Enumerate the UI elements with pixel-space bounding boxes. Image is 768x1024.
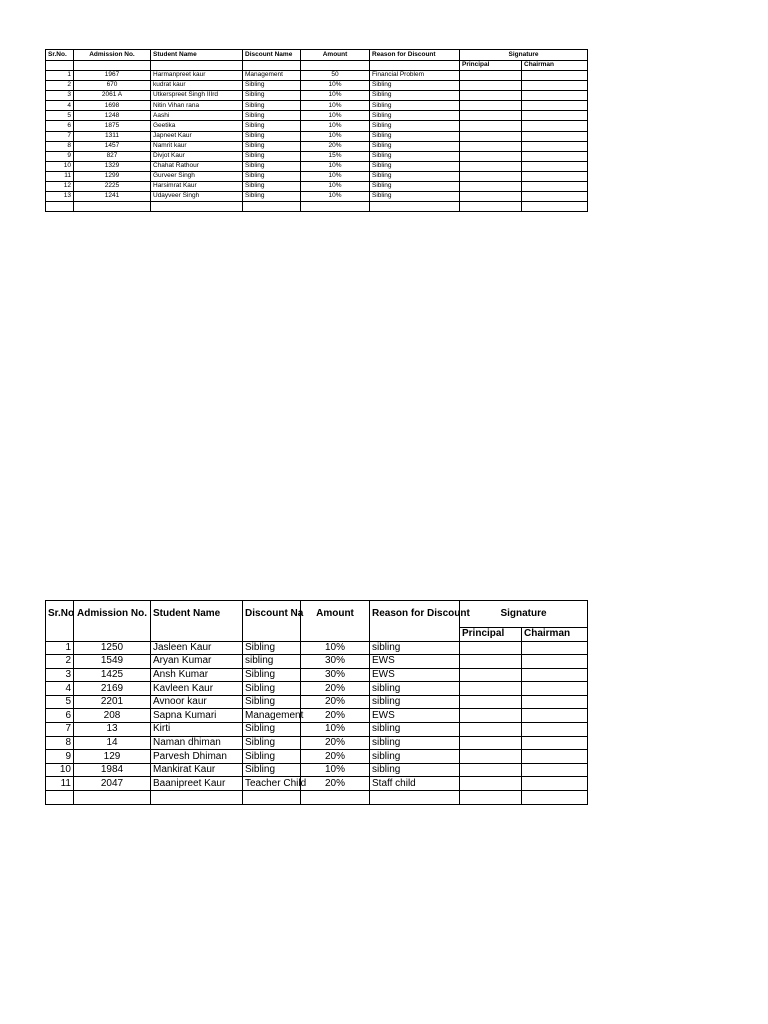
table-row [46,141,588,151]
principal-signature-cell [460,101,522,111]
chairman-signature-cell [522,641,588,655]
principal-signature-cell [460,81,522,91]
table-row [46,71,588,81]
sr-no-cell: 4 [46,682,74,696]
admission-no-cell: 1425 [74,668,151,682]
table-row [46,668,588,682]
amount-cell: 15% [301,151,370,161]
header-signature: Signature [460,50,588,61]
amount-cell: 10% [301,161,370,171]
principal-signature-cell [460,668,522,682]
principal-signature-cell [460,161,522,171]
admission-no-cell: 129 [74,750,151,764]
student-name-cell: Kirti [151,723,243,737]
admission-no-cell: 1250 [74,641,151,655]
student-name-cell: Harmanpreet kaur [151,71,243,81]
admission-no-cell: 2061 A [74,91,151,101]
amount-cell: 10% [301,121,370,131]
admission-no-cell: 1457 [74,141,151,151]
table-row [46,192,588,202]
reason-cell: Sibling [370,81,460,91]
chairman-signature-cell [522,71,588,81]
admission-no-cell: 1241 [74,192,151,202]
chairman-signature-cell [522,161,588,171]
sr-no-cell: 9 [46,151,74,161]
reason-cell: Sibling [370,171,460,181]
admission-no-cell: 1967 [74,71,151,81]
discount-table-2 [45,600,588,805]
student-name-cell: Naman dhiman [151,736,243,750]
student-name-cell: Harsimrat Kaur [151,182,243,192]
chairman-signature-cell [522,131,588,141]
sr-no-cell: 2 [46,655,74,669]
reason-cell: Sibling [370,91,460,101]
amount-cell: 20% [301,777,370,791]
chairman-signature-cell [522,695,588,709]
header-chairman: Chairman [522,628,588,642]
sr-no-cell: 13 [46,192,74,202]
admission-no-cell: 2047 [74,777,151,791]
sr-no-cell: 8 [46,141,74,151]
subheader-row [46,60,588,71]
student-name-cell: Chahat Rathour [151,161,243,171]
admission-no-cell: 827 [74,151,151,161]
student-name-cell: Jasleen Kaur [151,641,243,655]
sr-no-cell: 1 [46,641,74,655]
amount-cell: 30% [301,655,370,669]
sr-no-cell: 10 [46,161,74,171]
chairman-signature-cell [522,777,588,791]
principal-signature-cell [460,171,522,181]
table-row [46,682,588,696]
discount-name-cell: sibling [243,655,301,669]
chairman-signature-cell [522,723,588,737]
discount-name-cell: Sibling [243,131,301,141]
discount-name-cell: Sibling [243,151,301,161]
discount-name-cell: Sibling [243,161,301,171]
chairman-signature-cell [522,736,588,750]
reason-cell: Sibling [370,121,460,131]
chairman-signature-cell [522,91,588,101]
chairman-signature-cell [522,192,588,202]
table-row [46,750,588,764]
header-row [46,50,588,61]
principal-signature-cell [460,192,522,202]
discount-name-cell: Management [243,709,301,723]
chairman-signature-cell [522,709,588,723]
principal-signature-cell [460,736,522,750]
table-row [46,111,588,121]
admission-no-cell: 2169 [74,682,151,696]
header-principal: Principal [460,60,522,71]
table-row [46,121,588,131]
admission-no-cell: 1299 [74,171,151,181]
table-row [46,736,588,750]
student-name-cell: Geetika [151,121,243,131]
header-row [46,601,588,628]
amount-cell: 30% [301,668,370,682]
discount-name-cell: Teacher Child [243,777,301,791]
discount-table-1 [45,49,588,212]
reason-cell: EWS [370,668,460,682]
sr-no-cell: 12 [46,182,74,192]
student-name-cell: kudrat kaur [151,81,243,91]
amount-cell: 20% [301,709,370,723]
admission-no-cell: 670 [74,81,151,91]
amount-cell: 50 [301,71,370,81]
header-principal: Principal [460,628,522,642]
sr-no-cell: 7 [46,723,74,737]
student-name-cell: Japneet Kaur [151,131,243,141]
discount-name-cell: Management [243,71,301,81]
header-amount: Amount [301,50,370,61]
discount-name-cell: Sibling [243,695,301,709]
reason-cell: Sibling [370,101,460,111]
empty-row [46,791,588,805]
student-name-cell: Gurveer Singh [151,171,243,181]
table-row [46,81,588,91]
student-name-cell: Kavleen Kaur [151,682,243,696]
principal-signature-cell [460,641,522,655]
chairman-signature-cell [522,141,588,151]
student-name-cell: Aryan Kumar [151,655,243,669]
sr-no-cell: 1 [46,71,74,81]
amount-cell: 20% [301,750,370,764]
amount-cell: 10% [301,763,370,777]
sr-no-cell: 2 [46,81,74,91]
reason-cell: Financial Problem [370,71,460,81]
discount-name-cell: Sibling [243,171,301,181]
principal-signature-cell [460,151,522,161]
header-sr-no: Sr.No. [46,50,74,61]
principal-signature-cell [460,682,522,696]
reason-cell: Staff child [370,777,460,791]
discount-name-cell: Sibling [243,141,301,151]
chairman-signature-cell [522,171,588,181]
header-amount: Amount [301,601,370,628]
principal-signature-cell [460,141,522,151]
amount-cell: 20% [301,682,370,696]
table-row [46,131,588,141]
reason-cell: sibling [370,750,460,764]
amount-cell: 10% [301,171,370,181]
chairman-signature-cell [522,182,588,192]
table-row [46,655,588,669]
reason-cell: sibling [370,736,460,750]
discount-name-cell: Sibling [243,763,301,777]
header-reason: Reason for Discount [370,50,460,61]
table-1-body [46,71,588,212]
amount-cell: 20% [301,695,370,709]
principal-signature-cell [460,182,522,192]
amount-cell: 10% [301,723,370,737]
principal-signature-cell [460,695,522,709]
amount-cell: 10% [301,192,370,202]
admission-no-cell: 2225 [74,182,151,192]
principal-signature-cell [460,763,522,777]
reason-cell: Sibling [370,111,460,121]
admission-no-cell: 1248 [74,111,151,121]
table-row [46,763,588,777]
principal-signature-cell [460,709,522,723]
table-row [46,182,588,192]
amount-cell: 10% [301,101,370,111]
header-signature: Signature [460,601,588,628]
chairman-signature-cell [522,151,588,161]
discount-name-cell: Sibling [243,182,301,192]
reason-cell: sibling [370,682,460,696]
admission-no-cell: 1311 [74,131,151,141]
admission-no-cell: 2201 [74,695,151,709]
table-row [46,709,588,723]
student-name-cell: Nitin Vihan rana [151,101,243,111]
reason-cell: sibling [370,723,460,737]
admission-no-cell: 1549 [74,655,151,669]
amount-cell: 10% [301,81,370,91]
amount-cell: 10% [301,641,370,655]
reason-cell: Sibling [370,192,460,202]
chairman-signature-cell [522,101,588,111]
reason-cell: Sibling [370,131,460,141]
sr-no-cell: 9 [46,750,74,764]
table-row [46,171,588,181]
header-student-name: Student Name [151,50,243,61]
reason-cell: Sibling [370,151,460,161]
discount-name-cell: Sibling [243,111,301,121]
header-discount-name: Discount Name [243,50,301,61]
student-name-cell: Namrit kaur [151,141,243,151]
discount-name-cell: Sibling [243,121,301,131]
student-name-cell: Aashi [151,111,243,121]
reason-cell: EWS [370,709,460,723]
student-name-cell: Avnoor kaur [151,695,243,709]
reason-cell: Sibling [370,161,460,171]
reason-cell: Sibling [370,141,460,151]
principal-signature-cell [460,131,522,141]
sr-no-cell: 10 [46,763,74,777]
admission-no-cell: 1329 [74,161,151,171]
chairman-signature-cell [522,763,588,777]
student-name-cell: Ansh Kumar [151,668,243,682]
admission-no-cell: 208 [74,709,151,723]
student-name-cell: Udayveer Singh [151,192,243,202]
header-discount-name: Discount Na [243,601,301,628]
header-admission-no: Admission No. [74,50,151,61]
table-2-body [46,641,588,804]
chairman-signature-cell [522,111,588,121]
student-name-cell: Divjot Kaur [151,151,243,161]
chairman-signature-cell [522,81,588,91]
header-chairman: Chairman [522,60,588,71]
discount-name-cell: Sibling [243,723,301,737]
reason-cell: sibling [370,641,460,655]
reason-cell: sibling [370,763,460,777]
empty-row [46,202,588,212]
header-reason: Reason for Discount [370,601,460,628]
chairman-signature-cell [522,121,588,131]
admission-no-cell: 1984 [74,763,151,777]
header-student-name: Student Name [151,601,243,628]
reason-cell: sibling [370,695,460,709]
table-row [46,777,588,791]
table-row [46,91,588,101]
sr-no-cell: 6 [46,121,74,131]
principal-signature-cell [460,111,522,121]
principal-signature-cell [460,723,522,737]
student-name-cell: Mankirat Kaur [151,763,243,777]
principal-signature-cell [460,91,522,101]
amount-cell: 20% [301,736,370,750]
admission-no-cell: 13 [74,723,151,737]
discount-name-cell: Sibling [243,682,301,696]
sr-no-cell: 11 [46,777,74,791]
sr-no-cell: 6 [46,709,74,723]
sr-no-cell: 4 [46,101,74,111]
principal-signature-cell [460,121,522,131]
sr-no-cell: 3 [46,91,74,101]
discount-name-cell: Sibling [243,641,301,655]
amount-cell: 10% [301,182,370,192]
subheader-row [46,628,588,642]
sr-no-cell: 11 [46,171,74,181]
table-row [46,641,588,655]
sr-no-cell: 3 [46,668,74,682]
header-sr-no: Sr.No [46,601,74,628]
amount-cell: 10% [301,111,370,121]
principal-signature-cell [460,777,522,791]
student-name-cell: Baanipreet Kaur [151,777,243,791]
discount-name-cell: Sibling [243,81,301,91]
header-admission-no: Admission No. [74,601,151,628]
admission-no-cell: 1698 [74,101,151,111]
chairman-signature-cell [522,750,588,764]
discount-name-cell: Sibling [243,750,301,764]
sr-no-cell: 5 [46,111,74,121]
admission-no-cell: 1875 [74,121,151,131]
table-row [46,151,588,161]
table-row [46,723,588,737]
amount-cell: 20% [301,141,370,151]
student-name-cell: Parvesh Dhiman [151,750,243,764]
discount-name-cell: Sibling [243,736,301,750]
discount-name-cell: Sibling [243,192,301,202]
table-row [46,161,588,171]
discount-name-cell: Sibling [243,101,301,111]
chairman-signature-cell [522,668,588,682]
student-name-cell: Utkerspreet Singh IIIrd [151,91,243,101]
chairman-signature-cell [522,655,588,669]
reason-cell: Sibling [370,182,460,192]
principal-signature-cell [460,750,522,764]
amount-cell: 10% [301,131,370,141]
sr-no-cell: 5 [46,695,74,709]
student-name-cell: Sapna Kumari [151,709,243,723]
sr-no-cell: 8 [46,736,74,750]
principal-signature-cell [460,71,522,81]
amount-cell: 10% [301,91,370,101]
admission-no-cell: 14 [74,736,151,750]
discount-name-cell: Sibling [243,668,301,682]
chairman-signature-cell [522,682,588,696]
table-row [46,101,588,111]
principal-signature-cell [460,655,522,669]
sr-no-cell: 7 [46,131,74,141]
table-row [46,695,588,709]
discount-name-cell: Sibling [243,91,301,101]
reason-cell: EWS [370,655,460,669]
